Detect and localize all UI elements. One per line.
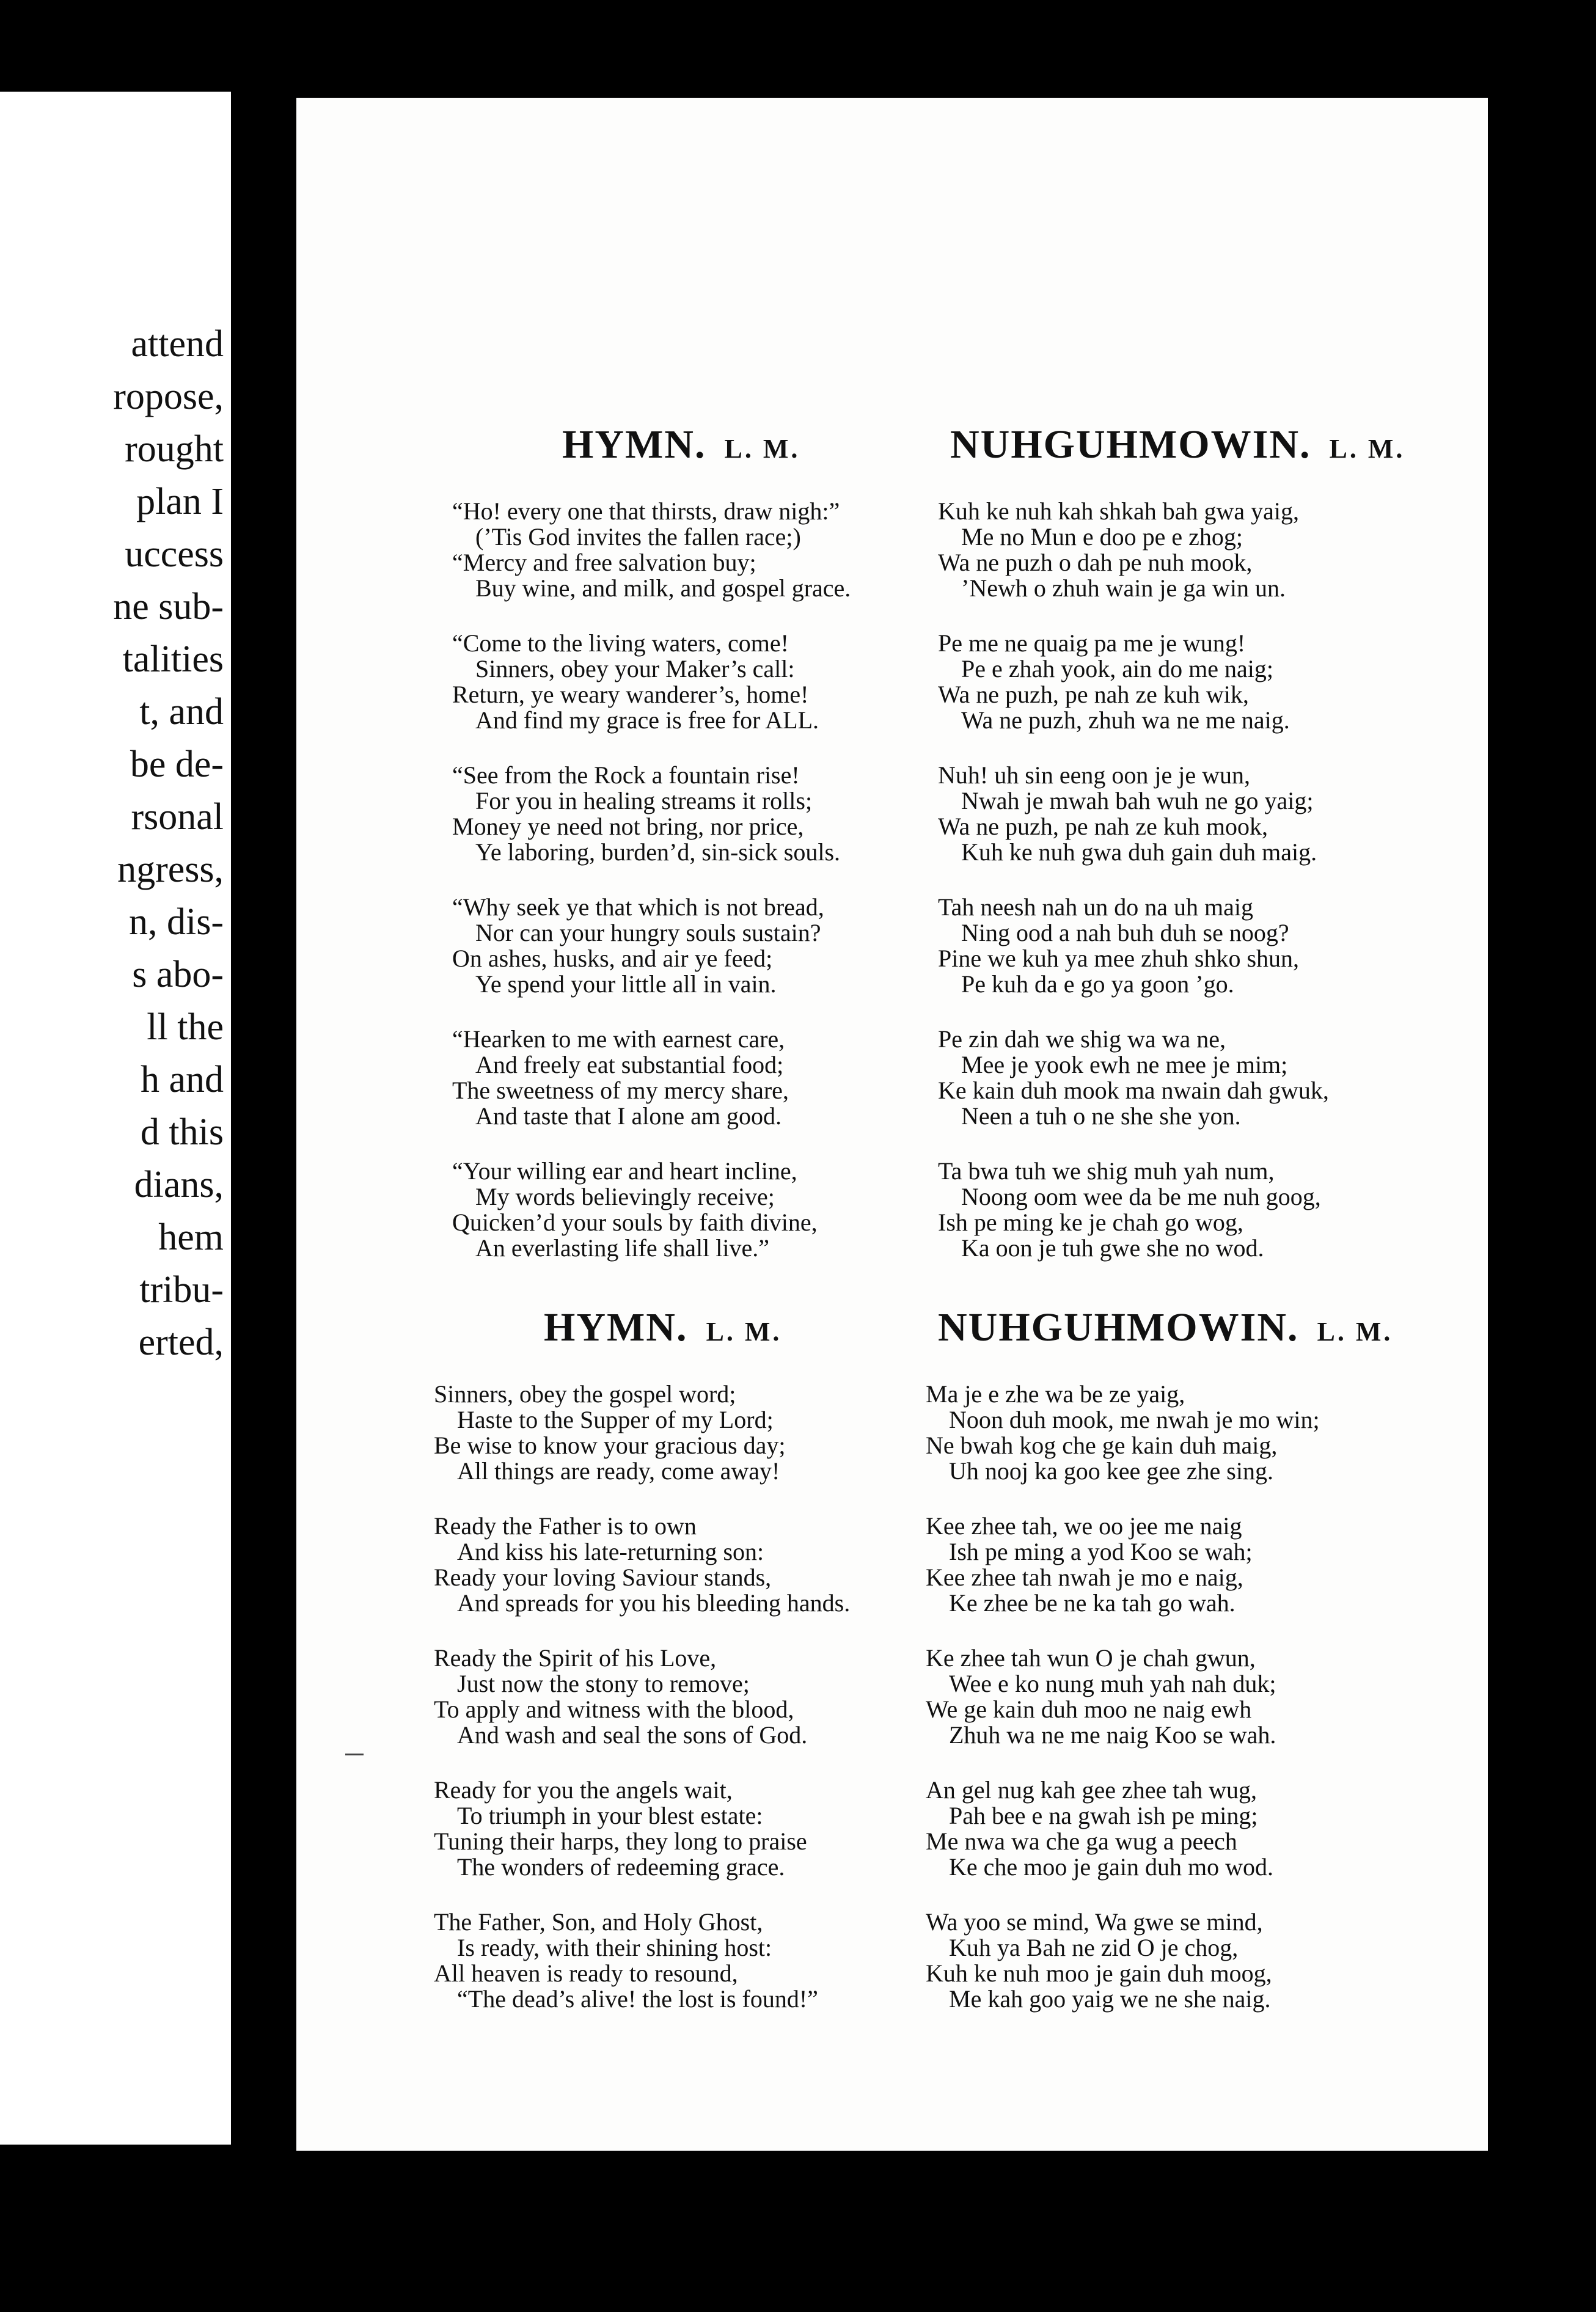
verse-line: Neen a tuh o ne she she yon.: [961, 1102, 1241, 1130]
left-text-fragment: rought: [125, 428, 224, 470]
left-text-fragment: t, and: [139, 691, 224, 733]
left-text-fragment: uccess: [125, 533, 224, 575]
verse-line: “Your willing ear and heart incline,: [452, 1157, 797, 1185]
left-text-fragment: plan I: [136, 481, 224, 522]
verse-line: Sinners, obey your Maker’s call:: [475, 655, 795, 682]
stanza: [452, 1158, 851, 1261]
verse-line: Ke zhee be ne ka tah go wah.: [949, 1589, 1235, 1617]
verse-line: Be wise to know your gracious day;: [434, 1432, 786, 1459]
page-gutter: [231, 92, 296, 2145]
left-text-fragment: s abo-: [132, 954, 224, 995]
verse-line: And find my grace is free for ALL.: [475, 706, 819, 734]
left-text-fragment: h and: [140, 1059, 224, 1100]
verse-line: Wee e ko nung muh yah nah duk;: [949, 1670, 1276, 1697]
hymn1-english-verses: [452, 499, 851, 1261]
hymn1-ojibwe: [938, 422, 1405, 1261]
verse-line: To triumph in your blest estate:: [457, 1802, 763, 1829]
left-text-fragment: erted,: [138, 1322, 224, 1363]
verse-line: Kee zhee tah, we oo jee me naig: [926, 1512, 1242, 1540]
verse-line: Ye spend your little all in vain.: [475, 970, 777, 998]
stanza: [926, 1645, 1393, 1748]
verse-line: “The dead’s alive! the lost is found!”: [457, 1985, 818, 2013]
right-page: [296, 98, 1488, 2151]
verse-line: We ge kain duh moo ne naig ewh: [926, 1696, 1252, 1723]
hymn1-english-meter: L. M.: [724, 434, 800, 464]
stanza: [938, 499, 1405, 601]
left-text-fragment: be de-: [130, 744, 224, 785]
left-text-fragment: hem: [158, 1216, 224, 1258]
hymn1-ojibwe-meter: L. M.: [1329, 434, 1405, 464]
verse-line: Return, ye weary wanderer’s, home!: [452, 681, 809, 708]
verse-line: Pine we kuh ya mee zhuh shko shun,: [938, 945, 1300, 972]
stanza: [938, 1026, 1405, 1129]
verse-line: Kee zhee tah nwah je mo e naig,: [926, 1564, 1243, 1591]
hymn2-ojibwe-heading: [926, 1304, 1393, 1351]
verse-line: And freely eat substantial food;: [475, 1051, 784, 1078]
verse-line: “Why seek ye that which is not bread,: [452, 893, 824, 921]
left-page: [0, 92, 231, 2145]
verse-line: Quicken’d your souls by faith divine,: [452, 1209, 818, 1236]
verse-line: And kiss his late-returning son:: [457, 1538, 764, 1565]
left-text-fragment: d this: [140, 1111, 224, 1153]
hymn2-english: [434, 1304, 850, 2012]
verse-line: Sinners, obey the gospel word;: [434, 1380, 736, 1408]
stanza: [938, 894, 1405, 997]
verse-line: Ish pe ming ke je chah go wog,: [938, 1209, 1243, 1236]
verse-line: My words believingly receive;: [475, 1183, 775, 1210]
left-text-fragment: dians,: [134, 1164, 224, 1205]
verse-line: Ready your loving Saviour stands,: [434, 1564, 772, 1591]
hymn1-english: [452, 422, 851, 1261]
left-text-fragment: ll the: [147, 1006, 224, 1048]
verse-line: Uh nooj ka goo kee gee zhe sing.: [949, 1457, 1273, 1485]
verse-line: Kuh ke nuh gwa duh gain duh maig.: [961, 838, 1317, 866]
stanza: [452, 1026, 851, 1129]
verse-line: And spreads for you his bleeding hands.: [457, 1589, 851, 1617]
verse-line: Me kah goo yaig we ne she naig.: [949, 1985, 1271, 2013]
verse-line: “Ho! every one that thirsts, draw nigh:”: [452, 497, 840, 525]
stanza: [452, 894, 851, 997]
stanza: [926, 1381, 1393, 1484]
stanza: [926, 1513, 1393, 1616]
left-text-fragment: talities: [122, 638, 224, 680]
hymn2-english-meter: L. M.: [706, 1317, 782, 1347]
verse-line: Kuh ke nuh kah shkah bah gwa yaig,: [938, 497, 1299, 525]
verse-line: Haste to the Supper of my Lord;: [457, 1406, 774, 1433]
verse-line: “Come to the living waters, come!: [452, 629, 789, 657]
verse-line: Nor can your hungry souls sustain?: [475, 919, 821, 946]
verse-line: And wash and seal the sons of God.: [457, 1721, 808, 1749]
verse-line: Wa ne puzh o dah pe nuh mook,: [938, 549, 1253, 576]
stanza: [434, 1645, 850, 1748]
verse-line: Ish pe ming a yod Koo se wah;: [949, 1538, 1253, 1565]
stray-mark: [345, 1754, 364, 1755]
verse-line: ’Newh o zhuh wain je ga win un.: [961, 574, 1286, 602]
verse-line: Ne bwah kog che ge kain duh maig,: [926, 1432, 1278, 1459]
verse-line: “See from the Rock a fountain rise!: [452, 761, 800, 789]
stanza: [452, 763, 851, 865]
verse-line: Tuning their harps, they long to praise: [434, 1827, 807, 1855]
stanza: [434, 1909, 850, 2012]
verse-line: Tah neesh nah un do na uh maig: [938, 893, 1253, 921]
left-text-fragment: ngress,: [117, 849, 224, 890]
verse-line: “Mercy and free salvation buy;: [452, 549, 756, 576]
stanza: [452, 499, 851, 601]
verse-line: An everlasting life shall live.”: [475, 1234, 769, 1262]
verse-line: For you in healing streams it rolls;: [475, 787, 813, 814]
verse-line: (’Tis God invites the fallen race;): [475, 523, 801, 551]
hymn1-ojibwe-verses: [938, 499, 1405, 1261]
verse-line: All heaven is ready to resound,: [434, 1959, 738, 1987]
verse-line: Noong oom wee da be me nuh goog,: [961, 1183, 1321, 1210]
left-text-fragment: ne sub-: [113, 586, 224, 627]
stanza: [434, 1513, 850, 1616]
verse-line: The Father, Son, and Holy Ghost,: [434, 1908, 763, 1936]
verse-line: Wa ne puzh, pe nah ze kuh wik,: [938, 681, 1249, 708]
verse-line: All things are ready, come away!: [457, 1457, 780, 1485]
hymn2-ojibwe-title: NUHGUHMOWIN.: [938, 1305, 1299, 1350]
stanza: [938, 1158, 1405, 1261]
verse-line: The sweetness of my mercy share,: [452, 1077, 789, 1104]
hymn1-ojibwe-heading: [938, 422, 1405, 468]
verse-line: Wa yoo se mind, Wa gwe se mind,: [926, 1908, 1263, 1936]
verse-line: Kuh ya Bah ne zid O je chog,: [949, 1934, 1239, 1961]
stanza: [938, 631, 1405, 733]
verse-line: Pe kuh da e go ya goon ’go.: [961, 970, 1234, 998]
verse-line: An gel nug kah gee zhee tah wug,: [926, 1776, 1257, 1804]
left-text-fragment: n, dis-: [129, 901, 224, 943]
verse-line: Pe me ne quaig pa me je wung!: [938, 629, 1246, 657]
verse-line: And taste that I alone am good.: [475, 1102, 782, 1130]
verse-line: Pah bee e na gwah ish pe ming;: [949, 1802, 1258, 1829]
hymn2-english-verses: [434, 1381, 850, 2012]
verse-line: Ma je e zhe wa be ze yaig,: [926, 1380, 1185, 1408]
hymn1-english-title: HYMN.: [562, 422, 706, 467]
verse-line: To apply and witness with the blood,: [434, 1696, 794, 1723]
verse-line: Buy wine, and milk, and gospel grace.: [475, 574, 851, 602]
hymn1-english-heading: [452, 422, 851, 468]
verse-line: Ta bwa tuh we shig muh yah num,: [938, 1157, 1275, 1185]
verse-line: Me nwa wa che ga wug a peech: [926, 1827, 1237, 1855]
stanza: [926, 1777, 1393, 1880]
verse-line: Ke zhee tah wun O je chah gwun,: [926, 1644, 1256, 1672]
verse-line: Mee je yook ewh ne mee je mim;: [961, 1051, 1288, 1078]
left-text-fragment: attend: [131, 323, 224, 365]
stanza: [926, 1909, 1393, 2012]
verse-line: Ready for you the angels wait,: [434, 1776, 733, 1804]
verse-line: Ning ood a nah buh duh se noog?: [961, 919, 1289, 946]
stanza: [452, 631, 851, 733]
left-text-fragment: ropose,: [113, 376, 224, 417]
verse-line: Wa ne puzh, pe nah ze kuh mook,: [938, 813, 1268, 840]
verse-line: Ye laboring, burden’d, sin-sick souls.: [475, 838, 841, 866]
verse-line: Zhuh wa ne me naig Koo se wah.: [949, 1721, 1276, 1749]
verse-line: Kuh ke nuh moo je gain duh moog,: [926, 1959, 1272, 1987]
verse-line: Just now the stony to remove;: [457, 1670, 750, 1697]
stanza: [434, 1381, 850, 1484]
hymn2-ojibwe-meter: L. M.: [1317, 1317, 1393, 1347]
hymn2-ojibwe: [926, 1304, 1393, 2012]
verse-line: Is ready, with their shining host:: [457, 1934, 772, 1961]
hymn2-english-title: HYMN.: [544, 1305, 688, 1350]
verse-line: Ready the Father is to own: [434, 1512, 697, 1540]
left-text-fragment: rsonal: [131, 796, 224, 838]
verse-line: On ashes, husks, and air ye feed;: [452, 945, 773, 972]
verse-line: Wa ne puzh, zhuh wa ne me naig.: [961, 706, 1290, 734]
hymn1-ojibwe-title: NUHGUHMOWIN.: [950, 422, 1311, 467]
verse-line: Pe e zhah yook, ain do me naig;: [961, 655, 1273, 682]
verse-line: Me no Mun e doo pe e zhog;: [961, 523, 1243, 551]
verse-line: Nwah je mwah bah wuh ne go yaig;: [961, 787, 1314, 814]
verse-line: Money ye need not bring, nor price,: [452, 813, 804, 840]
verse-line: Ka oon je tuh gwe she no wod.: [961, 1234, 1264, 1262]
stanza: [938, 763, 1405, 865]
verse-line: Nuh! uh sin eeng oon je je wun,: [938, 761, 1251, 789]
verse-line: Noon duh mook, me nwah je mo win;: [949, 1406, 1320, 1433]
verse-line: Ready the Spirit of his Love,: [434, 1644, 717, 1672]
verse-line: Pe zin dah we shig wa wa ne,: [938, 1025, 1226, 1053]
verse-line: Ke kain duh mook ma nwain dah gwuk,: [938, 1077, 1329, 1104]
hymn2-ojibwe-verses: [926, 1381, 1393, 2012]
verse-line: “Hearken to me with earnest care,: [452, 1025, 785, 1053]
left-text-fragment: tribu-: [139, 1269, 224, 1311]
verse-line: The wonders of redeeming grace.: [457, 1853, 785, 1881]
hymn2-english-heading: [434, 1304, 850, 1351]
stanza: [434, 1777, 850, 1880]
verse-line: Ke che moo je gain duh mo wod.: [949, 1853, 1273, 1881]
